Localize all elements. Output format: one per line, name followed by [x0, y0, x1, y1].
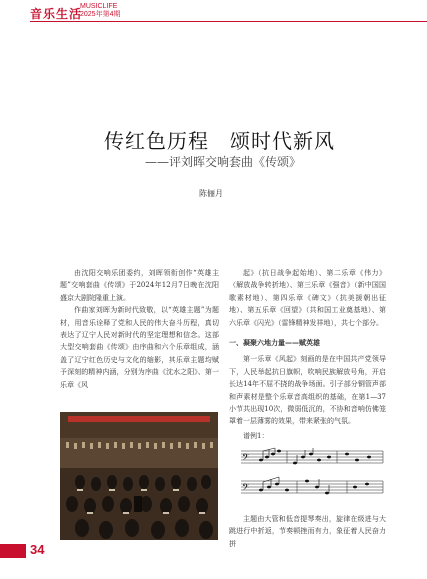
music-score-example	[237, 447, 385, 507]
page-number-bar	[0, 544, 26, 558]
magazine-issue-block	[80, 3, 120, 19]
article-subtitle: ——评刘晖交响套曲《传颂》	[145, 155, 302, 169]
orchestra-illustration	[60, 412, 218, 540]
article-title: 传红色历程 颂时代新风	[104, 129, 335, 153]
svg-text:𝄢: 𝄢	[242, 452, 250, 465]
body-right-column	[229, 267, 386, 442]
magazine-english-name: MUSICLIFE	[80, 3, 118, 10]
page-number: 34	[30, 542, 45, 557]
body-paragraph: 由沈阳交响乐团委约，刘晖领衔创作“英雄主题”交响套曲《传颂》于2024年12月7日晚在沈阳盛京大剧院隆重上演。	[60, 269, 219, 302]
body-paragraph: 作曲家刘晖为新时代致敬，以“英雄主题”为题材，用音乐诠释了党和人民的伟大奋斗历程，真切表达了辽宁人民对新时代的坚定理想和信念。这部大型交响套曲《传颂》由序曲和六个乐章组成，涵盖了辽宁红色历史与文化的缩影，其乐章主题均赋予深刻的精神内涵，分别为序曲《沈水之阳》、第一乐章《风	[60, 306, 219, 389]
body-paragraph: 起》（抗日战争起始地）、第二乐章《伟力》（解放战争转折地）、第三乐章《强音》（新中国国歌素材地）、第四乐章《碑文》（抗美援朝出征地）、第五乐章《回望》（共和国工业奠基地）、第六乐章《闪光》（雷锋精神发祥地），共七个部分。	[229, 269, 386, 327]
issue-label: 2025年第4期	[80, 11, 121, 18]
magazine-logo: 音乐生活	[30, 7, 83, 21]
body-paragraph: 第一乐章《风起》刻画的是在中国共产党领导下，人民举起抗日旗帜，吹响民族解放号角，开启长达14年不屈不挠的战争场面。引子部分铜管声部和声素材是整个乐章音高组织的基础，在第1—37小节共出现10次，微弱低沉的，不协和音响仿佛笼罩着一层薄雾的效果，带来紧张的气氛。	[229, 355, 386, 426]
svg-text:𝄢: 𝄢	[242, 482, 250, 495]
body-left-column	[60, 267, 219, 391]
body-bottom-column	[229, 513, 386, 550]
example-label: 谱例1：	[243, 431, 269, 440]
section-heading: 一、凝聚六地力量——赋英雄	[229, 339, 320, 348]
body-paragraph: 主题由大管和低音提琴奏出，旋律在级进与大跳进行中折返，节奏顿挫而有力，象征着人民奋力拼	[229, 515, 386, 548]
page-header	[0, 0, 427, 22]
header-divider	[30, 21, 427, 22]
orchestra-photo	[60, 412, 218, 540]
score-staff-illustration	[237, 447, 385, 507]
article-author: 陈俪月	[199, 189, 223, 198]
